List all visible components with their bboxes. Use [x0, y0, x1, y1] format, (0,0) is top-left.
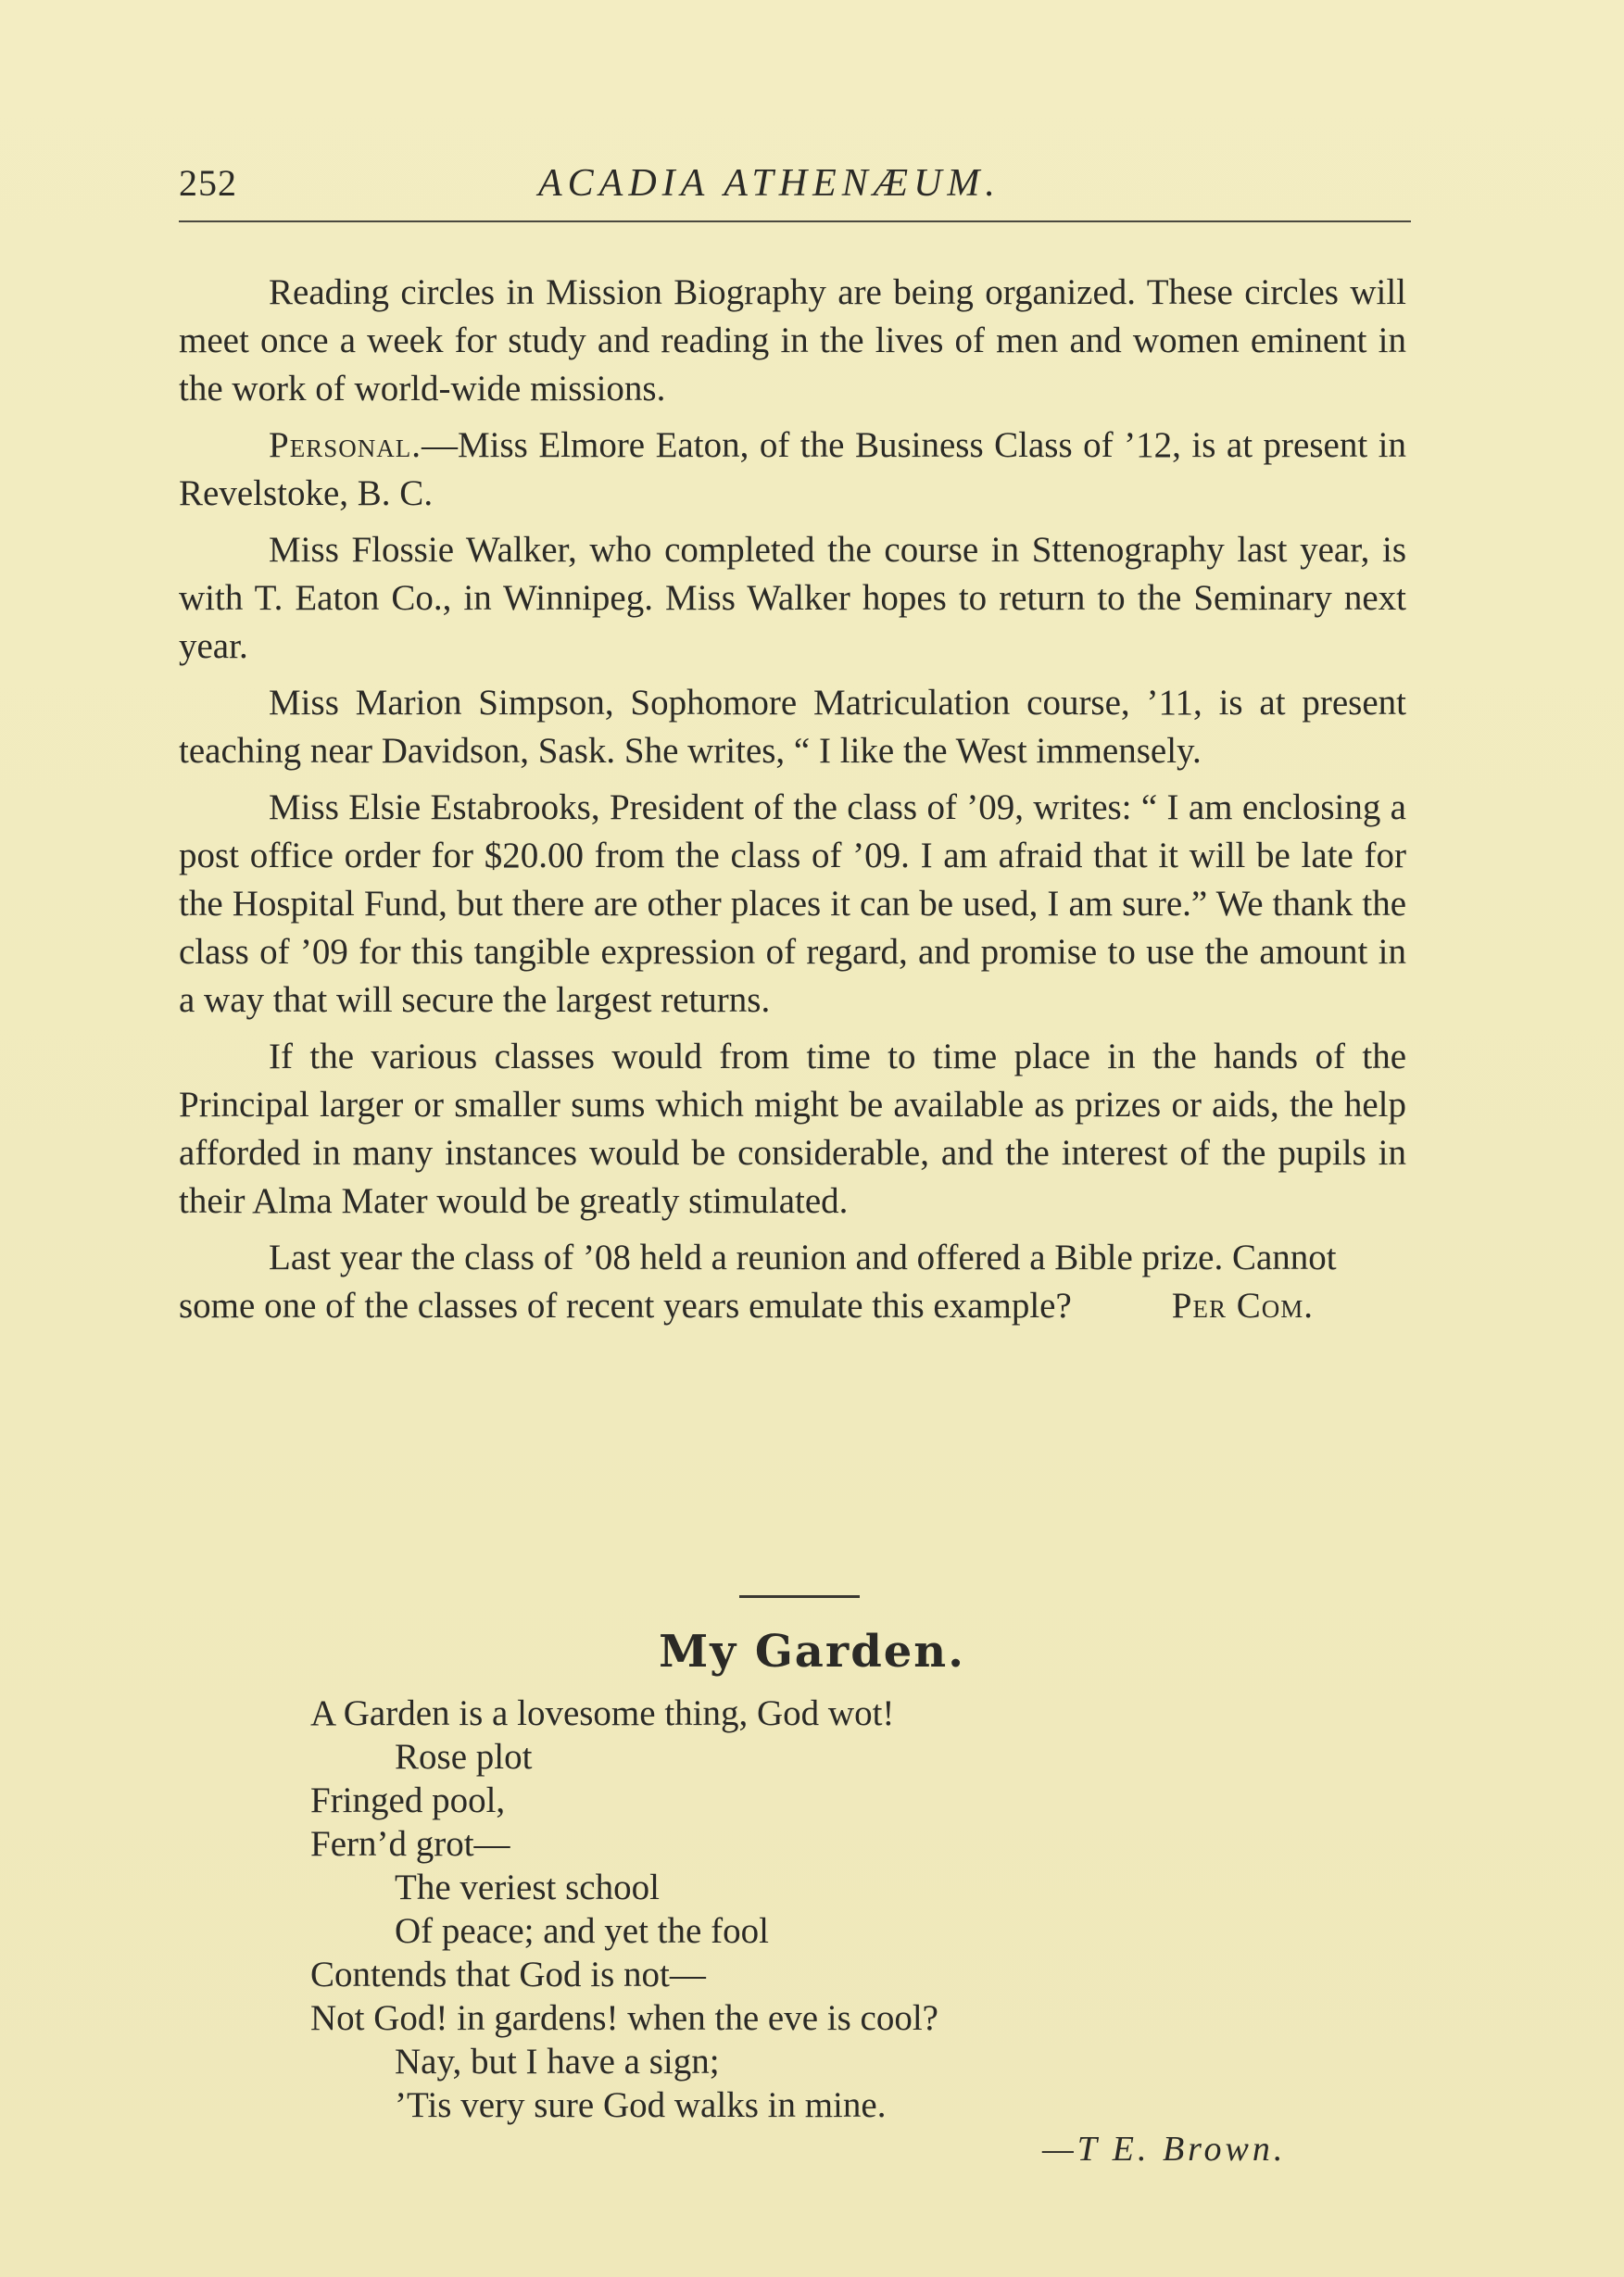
poem-line: Not God! in gardens! when the eve is cool? — [310, 1998, 938, 2038]
paragraph-classes: If the various classes would from time to time place in the hands of the Principal larger or smaller sums which might be available as prizes or aids, the help afforded in many instances would be considerable, and the interest of the pupils in their Alma Mater would be greatly stimulated. — [179, 1037, 1406, 1221]
poem-title: My Garden. — [659, 1626, 965, 1678]
poem-line: Rose plot — [395, 1737, 533, 1777]
poem-body — [310, 1692, 1376, 2127]
poem-line: Of peace; and yet the fool — [395, 1911, 769, 1951]
section-separator — [739, 1595, 860, 1598]
paragraph-marion-simpson: Miss Marion Simpson, Sophomore Matriculation course, ’11, is at present teaching near Davidson, Sask. She writes, “ I like the West immensely. — [179, 683, 1406, 771]
poem-line: A Garden is a lovesome thing, God wot! — [310, 1693, 895, 1733]
paragraph-reading-circles: Reading circles in Mission Biography are being organized. These circles will meet once a week for study and reading in the lives of men and women eminent in the work of world-wide missions. — [179, 272, 1406, 409]
paragraph-elsie-estabrooks: Miss Elsie Estabrooks, President of the class of ’09, writes: “ I am enclosing a post office order for $20.00 from the class of ’09. I am afraid that it will be late for the Hospital Fund, but there are other places it can be used, I am sure.” We thank the class of ’09 for this tangible expression of regard, and promise to use the amount in a way that will secure the largest returns. — [179, 787, 1406, 1020]
poem-line: ’Tis very sure God walks in mine. — [395, 2085, 887, 2125]
article-body — [179, 269, 1406, 1339]
personal-label: Personal. — [269, 425, 422, 465]
page-number: 252 — [179, 162, 237, 204]
poem-line: Contends that God is not— — [310, 1955, 706, 1994]
journal-title: ACADIA ATHENÆUM. — [538, 162, 1001, 205]
poem-line: Nay, but I have a sign; — [395, 2042, 720, 2082]
poem-line: The veriest school — [395, 1868, 660, 1907]
paragraph-personal — [179, 421, 1406, 518]
poem-attribution: —T E. Brown. — [1042, 2130, 1287, 2169]
paragraph-last-year — [179, 1234, 1406, 1330]
running-head — [179, 156, 1411, 220]
signature: Per Com. — [1171, 1286, 1314, 1326]
last-year-text: Last year the class of ’08 held a reunion and offered a Bible prize. Cannot some one of the classes of recent years emulate this example? — [179, 1238, 1337, 1326]
poem-line: Fern’d grot— — [310, 1824, 510, 1864]
paragraph-flossie-walker: Miss Flossie Walker, who completed the course in Sttenography last year, is with T. Eaton Co., in Winnipeg. Miss Walker hopes to return to the Seminary next year. — [179, 530, 1406, 666]
header-rule — [179, 220, 1411, 222]
poem-line: Fringed pool, — [310, 1780, 506, 1820]
personal-text: —Miss Elmore Eaton, of the Business Class of ’12, is at present in Revelstoke, B. C. — [179, 425, 1406, 513]
